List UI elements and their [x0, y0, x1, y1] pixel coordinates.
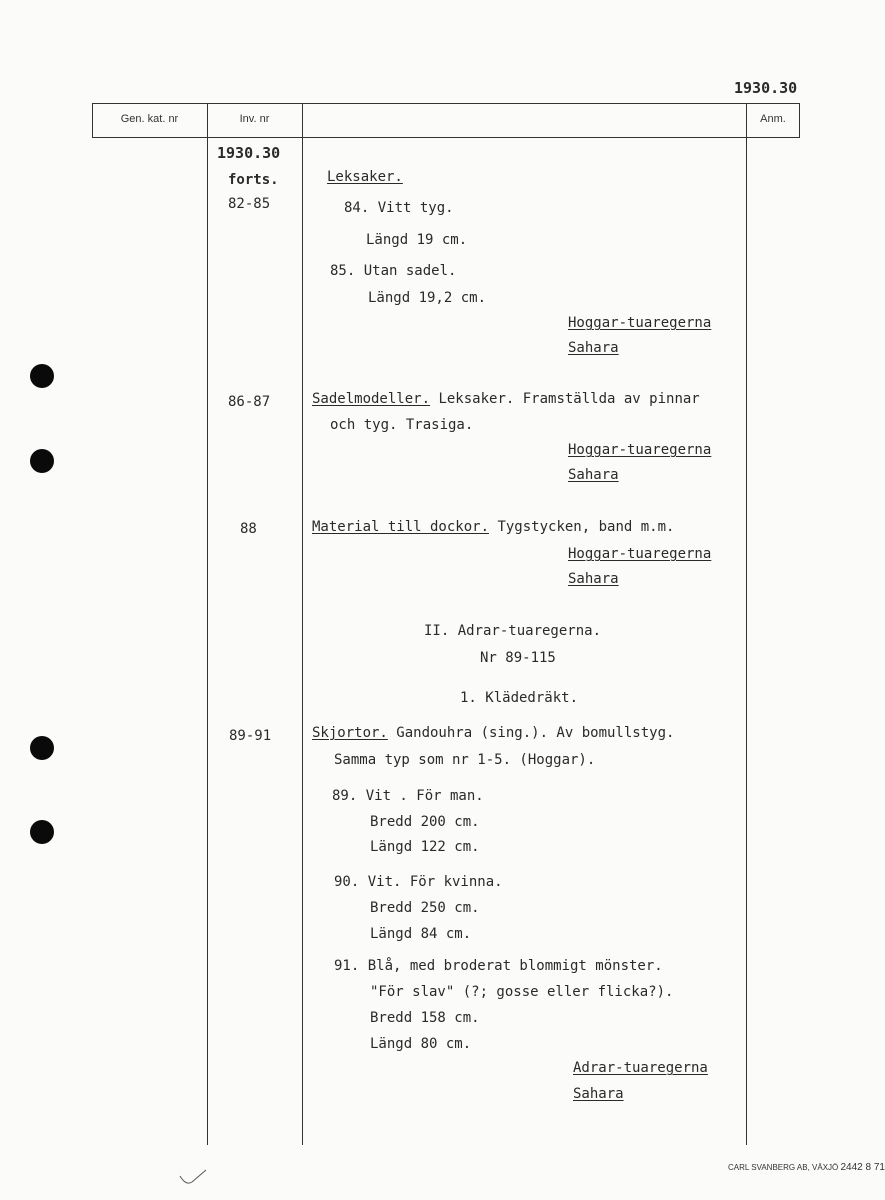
entry-line: 89. Vit . För man.	[332, 788, 484, 804]
entry-text: Leksaker. Framställda av pinnar	[430, 391, 700, 407]
provenance-group: Hoggar-tuaregerna	[568, 546, 712, 562]
column-divider	[746, 103, 747, 1145]
entry-line: "För slav" (?; gosse eller flicka?).	[370, 984, 674, 1000]
entry-line	[312, 725, 674, 741]
subsection-title: 1. Klädedräkt.	[460, 690, 579, 706]
punch-hole	[30, 364, 54, 388]
entry-line: Samma typ som nr 1-5. (Hoggar).	[334, 752, 596, 768]
inv-number: 82-85	[228, 196, 271, 212]
column-divider	[207, 103, 208, 1145]
entry-text: Gandouhra (sing.). Av bomullstyg.	[387, 725, 675, 741]
entry-line: 85. Utan sadel.	[330, 263, 457, 279]
gen-kat-nr-header: Gen. kat. nr	[120, 113, 179, 125]
category-heading: Leksaker.	[327, 169, 403, 185]
entry-line: 91. Blå, med broderat blommigt mönster.	[334, 958, 663, 974]
column-divider	[302, 103, 303, 1145]
entry-heading: Material till dockor.	[312, 519, 490, 535]
section-range: Nr 89-115	[480, 650, 556, 666]
provenance-group: Hoggar-tuaregerna	[568, 442, 712, 458]
page-number: 1930.30	[734, 79, 798, 97]
entry-heading: Sadelmodeller.	[312, 391, 431, 407]
entry-line: Längd 19 cm.	[366, 232, 468, 248]
entry-line: Bredd 158 cm.	[370, 1010, 480, 1026]
pencil-mark	[178, 1166, 228, 1188]
entry-heading: Skjortor.	[312, 725, 388, 741]
header-bottom-rule	[92, 137, 800, 138]
entry-line: Längd 122 cm.	[370, 839, 480, 855]
provenance-group: Adrar-tuaregerna	[573, 1060, 708, 1076]
provenance-region: Sahara	[568, 467, 619, 483]
header-top-rule	[92, 103, 800, 104]
inv-number: forts.	[228, 172, 279, 188]
section-title: II. Adrar-tuaregerna.	[424, 623, 602, 639]
punch-hole	[30, 449, 54, 473]
provenance-region: Sahara	[568, 340, 619, 356]
entry-line: 90. Vit. För kvinna.	[334, 874, 503, 890]
printer-name: CARL SVANBERG AB, VÄXJÖ	[728, 1163, 839, 1172]
entry-line: Längd 84 cm.	[370, 926, 472, 942]
entry-line	[312, 391, 700, 407]
punch-hole	[30, 736, 54, 760]
printer-footer	[728, 1162, 885, 1173]
entry-line: Bredd 250 cm.	[370, 900, 480, 916]
entry-text: Tygstycken, band m.m.	[489, 519, 675, 535]
entry-line: och tyg. Trasiga.	[330, 417, 474, 433]
inv-number: 1930.30	[217, 144, 281, 162]
provenance-region: Sahara	[573, 1086, 624, 1102]
inv-number: 89-91	[229, 728, 272, 744]
anm-header: Anm.	[760, 113, 786, 125]
entry-line: 84. Vitt tyg.	[344, 200, 454, 216]
entry-line: Längd 19,2 cm.	[368, 290, 487, 306]
inv-number: 88	[240, 521, 257, 537]
punch-hole	[30, 820, 54, 844]
form-code: 2442 8 71	[840, 1162, 885, 1173]
inv-number: 86-87	[228, 394, 271, 410]
provenance-region: Sahara	[568, 571, 619, 587]
provenance-group: Hoggar-tuaregerna	[568, 315, 712, 331]
entry-line: Bredd 200 cm.	[370, 814, 480, 830]
entry-line: Längd 80 cm.	[370, 1036, 472, 1052]
entry-line	[312, 519, 674, 535]
inv-nr-header: Inv. nr	[239, 113, 270, 125]
